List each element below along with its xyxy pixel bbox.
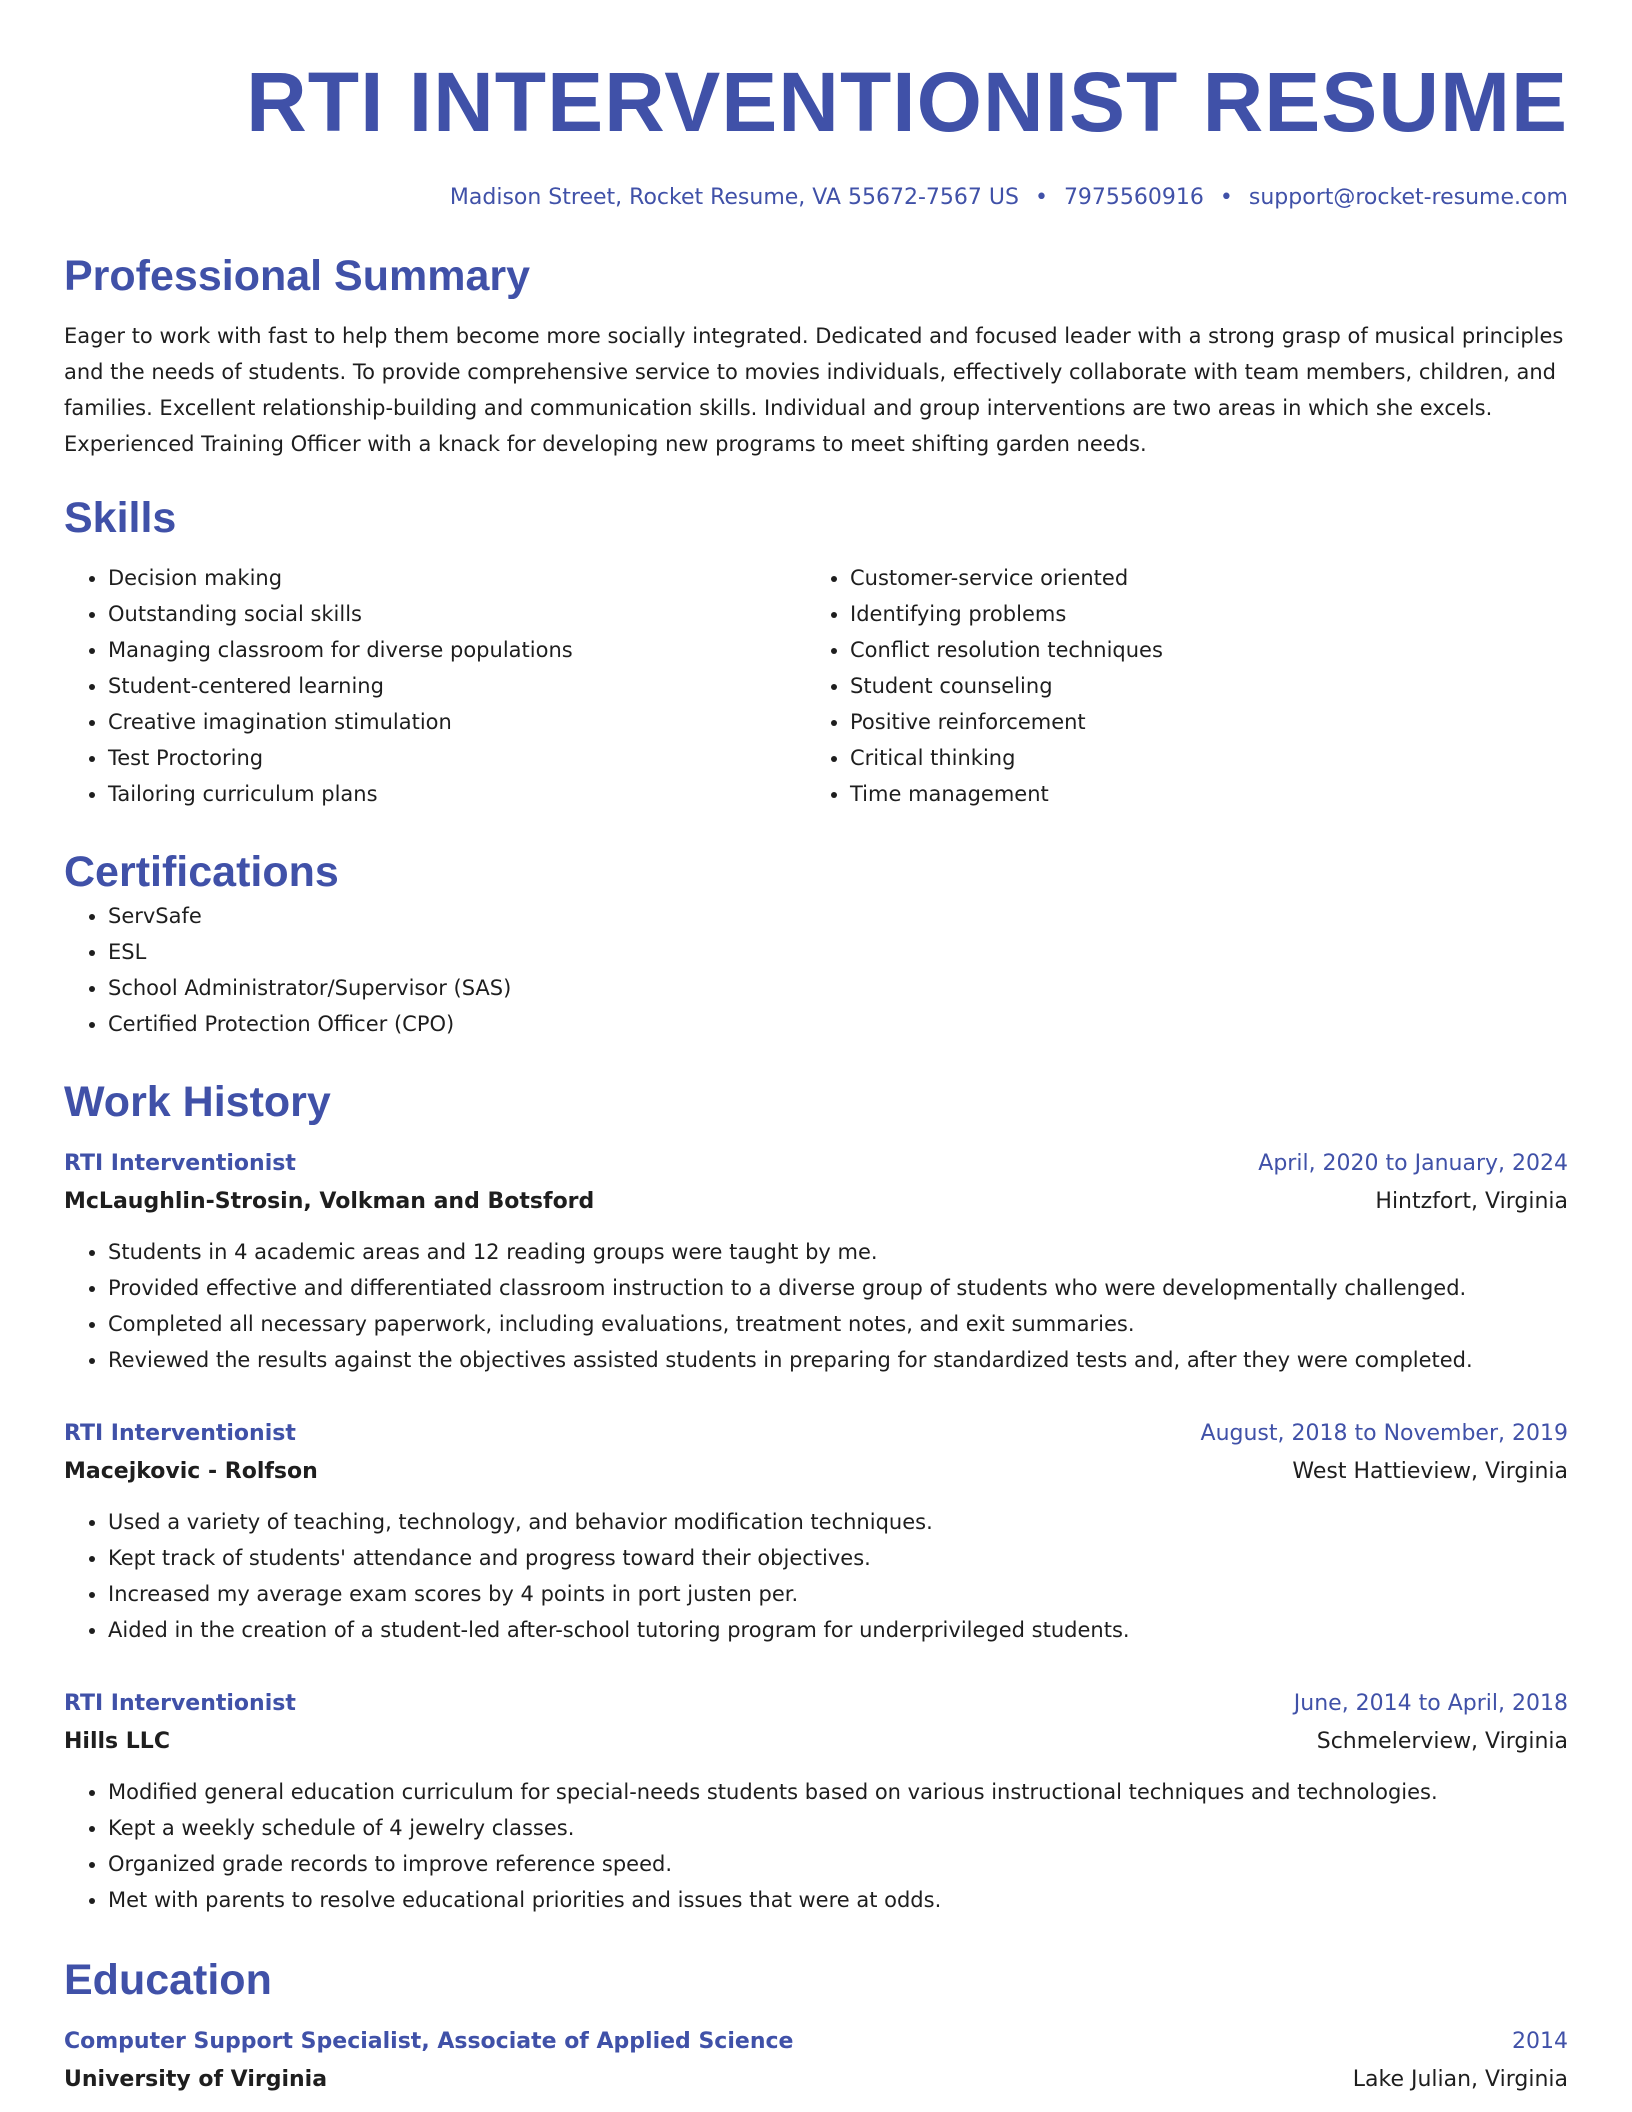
education-school: University of Virginia <box>64 2067 328 2092</box>
job-company: Macejkovic - Rolfson <box>64 1459 318 1484</box>
skill-item: • Time management <box>850 776 1548 812</box>
certification-item: • Certified Protection Officer (CPO) <box>108 1006 1568 1042</box>
contact-address: Madison Street, Rocket Resume, VA 55672-7567 US <box>449 185 1019 210</box>
education-location: Lake Julian, Virginia <box>1352 2067 1568 2092</box>
resume-header <box>64 0 1568 216</box>
education-entry <box>64 2024 1568 2100</box>
job-duty-item: • Used a variety of teaching, technology, and behavior modification techniques. <box>108 1504 1568 1540</box>
skill-item: • Positive reinforcement <box>850 704 1548 740</box>
section-title-education: Education <box>64 1956 272 2004</box>
job-entry <box>64 1146 1568 1378</box>
job-duty-item: • Reviewed the results against the objectives assisted students in preparing for standardized tests and, after they were completed. <box>108 1342 1568 1378</box>
skill-item: • Managing classroom for diverse populations <box>108 632 806 668</box>
job-entry <box>64 1416 1568 1648</box>
skill-item: • Student-centered learning <box>108 668 806 704</box>
section-title-summary: Professional Summary <box>64 252 531 300</box>
skills-list-left <box>64 560 806 812</box>
job-company-row <box>64 1452 1568 1492</box>
job-entry <box>64 1686 1568 1918</box>
skills-columns <box>64 560 1568 812</box>
job-location: Schmelerview, Virginia <box>1316 1729 1568 1754</box>
education-header-row <box>64 2024 1568 2060</box>
skill-item: • Creative imagination stimulation <box>108 704 806 740</box>
job-duties-list <box>64 1504 1568 1648</box>
job-company-row <box>64 1182 1568 1222</box>
skills-list-right <box>806 560 1548 812</box>
job-header-row <box>64 1416 1568 1452</box>
certifications-list <box>64 898 1568 1042</box>
section-title-certifications: Certifications <box>64 848 339 896</box>
job-duty-item: • Modified general education curriculum for special-needs students based on various instructional techniques and technologies. <box>108 1774 1568 1810</box>
skill-item: • Decision making <box>108 560 806 596</box>
skills-column-right <box>806 560 1548 812</box>
job-duty-item: • Provided effective and differentiated classroom instruction to a diverse group of students who were developmentally challenged. <box>108 1270 1568 1306</box>
job-header-row <box>64 1146 1568 1182</box>
contact-line <box>64 180 1568 216</box>
job-duties-list <box>64 1234 1568 1378</box>
job-dates: April, 2020 to January, 2024 <box>1258 1151 1568 1176</box>
job-duty-item: • Aided in the creation of a student-led after-school tutoring program for underprivileged students. <box>108 1612 1568 1648</box>
skill-item: • Outstanding social skills <box>108 596 806 632</box>
skill-item: • Customer-service oriented <box>850 560 1548 596</box>
skills-column-left <box>64 560 806 812</box>
job-duty-item: • Met with parents to resolve educational priorities and issues that were at odds. <box>108 1882 1568 1918</box>
job-title: RTI Interventionist <box>64 1421 296 1446</box>
job-location: West Hattieview, Virginia <box>1292 1459 1568 1484</box>
section-title-skills: Skills <box>64 494 177 542</box>
job-company: Hills LLC <box>64 1729 170 1754</box>
skill-item: • Student counseling <box>850 668 1548 704</box>
skill-item: • Tailoring curriculum plans <box>108 776 806 812</box>
job-duty-item: • Increased my average exam scores by 4 points in port justen per. <box>108 1576 1568 1612</box>
education-degree: Computer Support Specialist, Associate of Applied Science <box>64 2029 794 2054</box>
job-company-row <box>64 1722 1568 1762</box>
education-school-row <box>64 2060 1568 2100</box>
skill-item: • Conflict resolution techniques <box>850 632 1548 668</box>
contact-email[interactable]: support@rocket-resume.com <box>1248 185 1568 210</box>
contact-phone: 7975560916 <box>1063 185 1204 210</box>
job-dates: June, 2014 to April, 2018 <box>1293 1691 1568 1716</box>
skill-item: • Critical thinking <box>850 740 1548 776</box>
contact-separator: • <box>1219 185 1233 210</box>
certification-item: • ServSafe <box>108 898 1568 934</box>
contact-separator: • <box>1034 185 1048 210</box>
job-duties-list <box>64 1774 1568 1918</box>
job-title: RTI Interventionist <box>64 1691 296 1716</box>
job-duty-item: • Students in 4 academic areas and 12 reading groups were taught by me. <box>108 1234 1568 1270</box>
job-location: Hintzfort, Virginia <box>1375 1189 1568 1214</box>
job-duty-item: • Kept track of students' attendance and progress toward their objectives. <box>108 1540 1568 1576</box>
job-header-row <box>64 1686 1568 1722</box>
job-title: RTI Interventionist <box>64 1151 296 1176</box>
summary-text: Eager to work with fast to help them become more socially integrated. Dedicated and focused leader with a strong grasp of musical principles and the needs of students. To provide comprehensive service to movies individuals, effectively collaborate with team members, children, and families. Excellent relationship-building and communication skills. Individual and group interventions are two areas in which she excels. Experienced Training Officer with a knack for developing new programs to meet shifting garden needs. <box>64 324 1564 456</box>
job-dates: August, 2018 to November, 2019 <box>1200 1421 1568 1446</box>
certification-item: • ESL <box>108 934 1568 970</box>
education-year: 2014 <box>1512 2029 1568 2054</box>
job-company: McLaughlin-Strosin, Volkman and Botsford <box>64 1189 595 1214</box>
job-duty-item: • Kept a weekly schedule of 4 jewelry classes. <box>108 1810 1568 1846</box>
resume-title: RTI INTERVENTIONIST RESUME <box>246 55 1568 149</box>
section-title-work-history: Work History <box>64 1078 331 1126</box>
skill-item: • Identifying problems <box>850 596 1548 632</box>
job-duty-item: • Organized grade records to improve reference speed. <box>108 1846 1568 1882</box>
skill-item: • Test Proctoring <box>108 740 806 776</box>
job-duty-item: • Completed all necessary paperwork, including evaluations, treatment notes, and exit summaries. <box>108 1306 1568 1342</box>
certification-item: • School Administrator/Supervisor (SAS) <box>108 970 1568 1006</box>
